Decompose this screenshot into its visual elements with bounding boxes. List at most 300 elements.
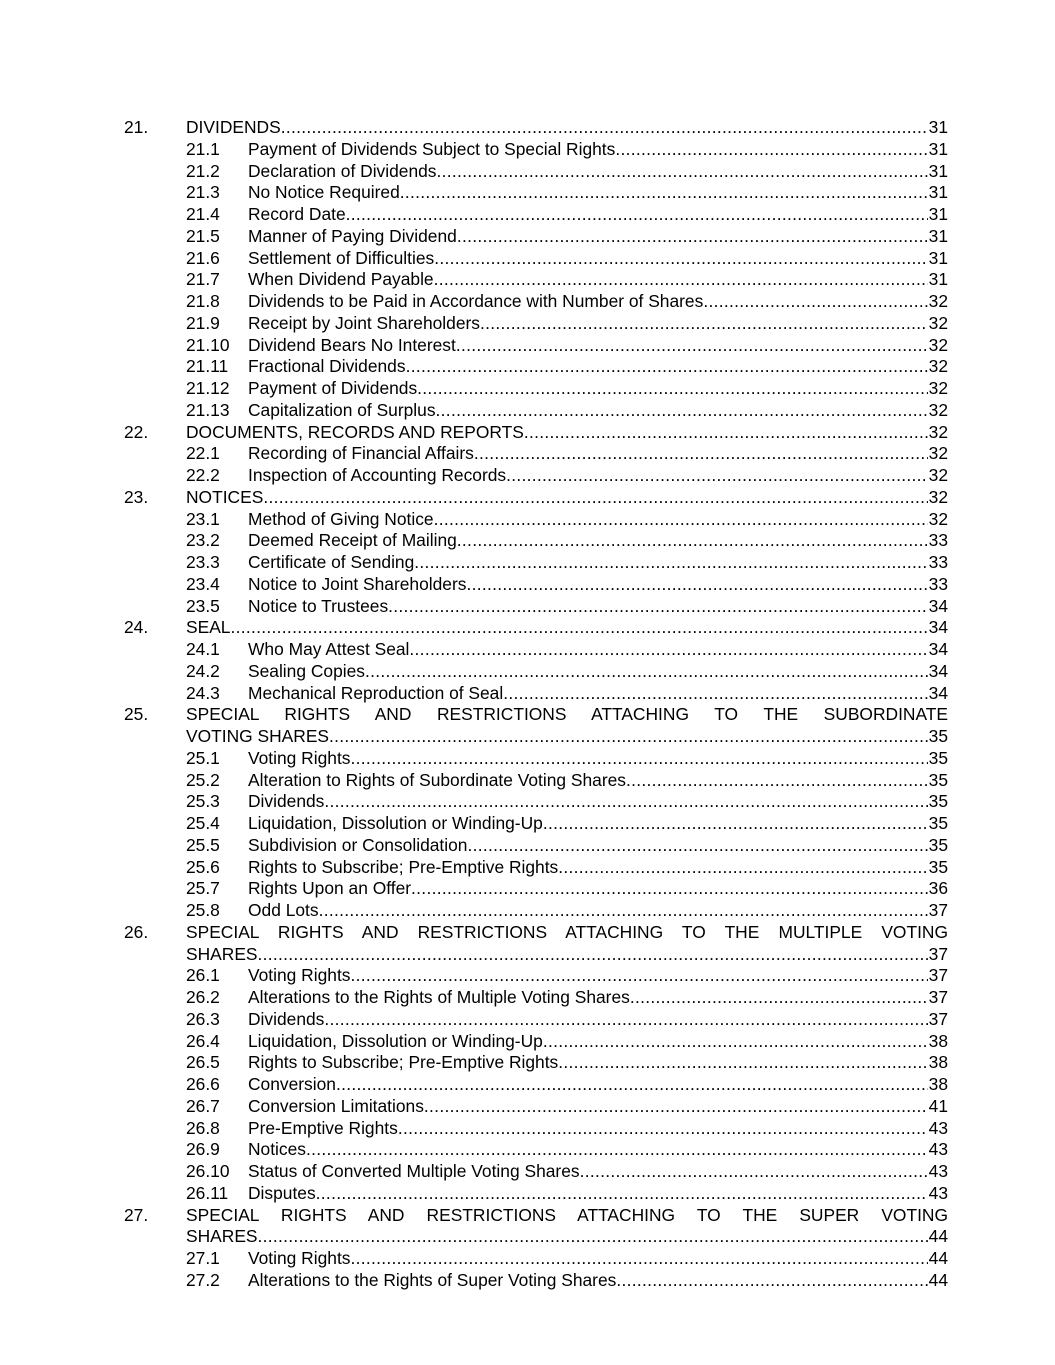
toc-entry-page-number: 37 — [928, 943, 948, 964]
toc-entry-page-number: 32 — [928, 312, 948, 333]
toc-entry-title: Alterations to the Rights of Multiple Voting Shares — [248, 987, 630, 1007]
toc-entry-number: 25.3 — [186, 791, 220, 812]
dot-leader — [316, 1183, 928, 1205]
toc-entry-line — [248, 748, 948, 770]
toc-entry-title: SHARES — [186, 943, 258, 964]
toc-entry-line — [248, 552, 948, 574]
toc-entry-title: Dividends — [248, 1008, 325, 1029]
dot-leader — [506, 465, 928, 487]
toc-entry-page-number: 32 — [928, 399, 948, 420]
toc-entry-number: 23. — [124, 486, 149, 507]
toc-entry-line — [248, 1118, 948, 1140]
dot-leader — [558, 1052, 927, 1074]
toc-subsection-entry[interactable] — [124, 791, 948, 813]
toc-entry-number: 22.2 — [186, 465, 220, 485]
toc-entry-line — [248, 291, 948, 313]
dot-leader — [324, 1009, 927, 1031]
toc-subsection-entry[interactable] — [124, 835, 948, 857]
toc-entry-number: 25.4 — [186, 813, 220, 833]
dot-leader — [365, 661, 928, 683]
toc-entry-page-number: 35 — [928, 791, 948, 812]
dot-leader — [346, 204, 928, 226]
toc-entry-page-number: 35 — [928, 747, 948, 768]
toc-entry-line — [248, 1183, 948, 1205]
toc-entry-page-number: 34 — [928, 595, 948, 616]
toc-subsection-entry[interactable] — [124, 1139, 948, 1161]
toc-entry-number: 21.10 — [186, 334, 230, 355]
toc-subsection-entry[interactable] — [124, 161, 948, 183]
dot-leader — [406, 356, 928, 378]
toc-entry-page-number: 35 — [928, 769, 948, 790]
toc-entry-title: Subdivision or Consolidation — [248, 834, 468, 855]
toc-entry-line — [186, 726, 948, 748]
toc-entry-title: Manner of Paying Dividend — [248, 225, 457, 246]
toc-entry-line — [248, 791, 948, 813]
toc-entry-number: 25.6 — [186, 856, 220, 877]
toc-entry-line — [248, 857, 948, 879]
toc-entry-line — [248, 1248, 948, 1270]
toc-subsection-entry[interactable] — [124, 857, 948, 879]
toc-entry-number: 26.11 — [186, 1182, 229, 1203]
toc-entry-title: Fractional Dividends — [248, 356, 406, 377]
toc-subsection-entry[interactable] — [124, 596, 948, 618]
dot-leader — [398, 1118, 928, 1140]
toc-entry-page-number: 35 — [928, 726, 948, 746]
toc-entry-number: 21.3 — [186, 182, 220, 203]
toc-entry-number: 21.12 — [186, 378, 230, 398]
toc-entry-line — [248, 1052, 948, 1074]
toc-subsection-entry[interactable] — [124, 269, 948, 291]
dot-leader — [319, 900, 928, 922]
toc-subsection-entry[interactable] — [124, 465, 948, 487]
toc-subsection-entry[interactable] — [124, 1118, 948, 1140]
toc-entry-number: 25.5 — [186, 834, 220, 855]
toc-entry-page-number: 37 — [928, 900, 948, 920]
toc-subsection-entry[interactable] — [124, 509, 948, 531]
toc-entry-title: Method of Giving Notice — [248, 508, 434, 529]
toc-entry-title: VOTING SHARES — [186, 726, 330, 746]
toc-entry-page-number: 31 — [928, 160, 948, 181]
toc-entry-number: 24.3 — [186, 682, 220, 703]
toc-entry-page-number: 31 — [928, 247, 948, 268]
dot-leader — [480, 313, 928, 335]
toc-entry-number: 21. — [124, 117, 149, 137]
toc-subsection-entry[interactable] — [124, 443, 948, 465]
toc-entry-line — [248, 1139, 948, 1161]
toc-entry-line — [248, 400, 948, 422]
toc-entry-page-number: 38 — [928, 1030, 948, 1051]
toc-entry-line — [248, 182, 948, 204]
toc-entry-line — [248, 813, 948, 835]
toc-entry-number: 26.5 — [186, 1052, 220, 1073]
toc-entry-page-number: 33 — [928, 552, 948, 572]
toc-subsection-entry[interactable] — [124, 226, 948, 248]
toc-entry-line — [248, 356, 948, 378]
toc-entry-title: Notice to Trustees — [248, 595, 389, 616]
dot-leader — [434, 269, 928, 291]
toc-entry-number: 22.1 — [186, 443, 220, 464]
toc-entry-title: DOCUMENTS, RECORDS AND REPORTS — [186, 421, 524, 442]
toc-entry-number: 24.2 — [186, 660, 220, 681]
toc-entry-number: 24.1 — [186, 639, 220, 659]
toc-entry-number: 26.4 — [186, 1030, 220, 1051]
toc-subsection-entry[interactable] — [124, 1031, 948, 1053]
toc-subsection-entry[interactable] — [124, 639, 948, 661]
toc-section-entry[interactable] — [124, 422, 948, 444]
toc-subsection-entry[interactable] — [124, 204, 948, 226]
toc-entry-title: Who May Attest Seal — [248, 639, 410, 659]
toc-entry-title: Mechanical Reproduction of Seal — [248, 682, 504, 703]
toc-subsection-entry[interactable] — [124, 1052, 948, 1074]
toc-subsection-entry[interactable] — [124, 1009, 948, 1031]
toc-entry-page-number: 32 — [928, 291, 948, 311]
toc-entry-number: 21.4 — [186, 204, 220, 224]
toc-subsection-entry[interactable] — [124, 291, 948, 313]
toc-entry-line — [248, 1096, 948, 1118]
toc-entry-page-number: 32 — [928, 421, 948, 442]
toc-entry-title: Notice to Joint Shareholders — [248, 573, 467, 594]
toc-entry-title: Receipt by Joint Shareholders — [248, 312, 481, 333]
toc-entry-title: Declaration of Dividends — [248, 160, 437, 181]
toc-entry-title: Payment of Dividends Subject to Special Rights — [248, 138, 616, 159]
toc-entry-number: 25.8 — [186, 900, 220, 920]
toc-entry-title: Alteration to Rights of Subordinate Voting Shares — [248, 769, 626, 790]
toc-entry-number: 22. — [124, 421, 149, 442]
dot-leader — [474, 443, 928, 465]
toc-entry-title: Rights Upon an Offer — [248, 878, 412, 899]
toc-entry-title: Deemed Receipt of Mailing — [248, 530, 457, 551]
dot-leader — [350, 748, 927, 770]
toc-entry-page-number: 34 — [928, 617, 948, 638]
toc-subsection-entry[interactable] — [124, 1270, 948, 1292]
toc-entry-number: 26.1 — [186, 965, 220, 986]
toc-entry-page-number: 41 — [928, 1095, 948, 1116]
toc-entry-number: 21.8 — [186, 291, 220, 311]
toc-entry-page-number: 34 — [928, 660, 948, 681]
toc-entry-title: Voting Rights — [248, 747, 351, 768]
dot-leader — [503, 683, 927, 705]
toc-subsection-entry[interactable] — [124, 1248, 948, 1270]
dot-leader — [417, 378, 927, 400]
toc-entry-number: 23.2 — [186, 530, 220, 551]
toc-entry-title: SHARES — [186, 1226, 258, 1247]
toc-subsection-entry[interactable] — [124, 552, 948, 574]
toc-entry-page-number: 31 — [928, 182, 948, 203]
toc-subsection-entry[interactable] — [124, 900, 948, 922]
toc-entry-line — [248, 1161, 948, 1183]
dot-leader — [626, 770, 928, 792]
toc-entry-title: When Dividend Payable — [248, 269, 434, 290]
toc-entry-title: Recording of Financial Affairs — [248, 443, 474, 464]
toc-subsection-entry[interactable] — [124, 878, 948, 900]
dot-leader — [434, 509, 928, 531]
toc-entry-line — [248, 139, 948, 161]
toc-entry-number: 21.5 — [186, 225, 220, 246]
toc-entry-number: 21.7 — [186, 269, 220, 290]
toc-entry-title: Payment of Dividends — [248, 378, 418, 398]
dot-leader — [230, 617, 927, 639]
dot-leader — [306, 1139, 928, 1161]
dot-leader — [409, 639, 927, 661]
dot-leader — [388, 596, 928, 618]
toc-subsection-entry[interactable] — [124, 770, 948, 792]
toc-entry-page-number: 38 — [928, 1074, 948, 1094]
toc-subsection-entry[interactable] — [124, 182, 948, 204]
toc-entry-number: 21.2 — [186, 160, 220, 181]
toc-entry-page-number: 34 — [928, 639, 948, 659]
toc-entry-page-number: 33 — [928, 530, 948, 551]
toc-subsection-entry[interactable] — [124, 248, 948, 270]
toc-entry-line — [248, 683, 948, 705]
toc-entry-title: Notices — [248, 1139, 306, 1160]
toc-entry-page-number: 35 — [928, 856, 948, 877]
toc-entry-line — [186, 117, 948, 139]
dot-leader — [258, 944, 928, 966]
toc-entry-line — [248, 443, 948, 465]
dot-leader — [436, 400, 928, 422]
toc-entry-page-number: 44 — [928, 1269, 948, 1290]
toc-subsection-entry[interactable] — [124, 813, 948, 835]
dot-leader — [263, 487, 927, 509]
dot-leader — [524, 422, 928, 444]
toc-entry-page-number: 37 — [928, 1008, 948, 1029]
toc-entry-number: 25.7 — [186, 878, 220, 899]
toc-entry-page-number: 32 — [928, 378, 948, 398]
dot-leader — [350, 1248, 927, 1270]
dot-leader — [558, 857, 927, 879]
toc-entry-title: Dividends — [248, 791, 325, 812]
toc-subsection-entry[interactable] — [124, 400, 948, 422]
toc-entry-number: 26.2 — [186, 987, 220, 1007]
toc-entry-line — [248, 248, 948, 270]
toc-section-entry[interactable] — [124, 617, 948, 639]
toc-subsection-entry[interactable] — [124, 661, 948, 683]
dot-leader — [457, 530, 928, 552]
toc-entry-line — [248, 1270, 948, 1292]
toc-entry-page-number: 37 — [928, 987, 948, 1007]
toc-entry-page-number: 43 — [928, 1139, 948, 1160]
toc-entry-number: 21.1 — [186, 138, 220, 159]
toc-entry-title: SEAL — [186, 617, 231, 638]
toc-entry-title: Record Date — [248, 204, 346, 224]
toc-entry-page-number: 33 — [928, 573, 948, 594]
toc-entry-title: Capitalization of Surplus — [248, 399, 436, 420]
toc-entry-line — [248, 1031, 948, 1053]
toc-entry-page-number: 32 — [928, 465, 948, 485]
toc-entry-page-number: 44 — [928, 1226, 948, 1247]
toc-entry-line — [248, 465, 948, 487]
dot-leader — [615, 139, 927, 161]
toc-entry-page-number: 31 — [928, 269, 948, 290]
toc-entry-number: 27.2 — [186, 1269, 220, 1290]
toc-entry-title: Certificate of Sending — [248, 552, 415, 572]
toc-entry-page-number: 38 — [928, 1052, 948, 1073]
toc-subsection-entry[interactable] — [124, 1096, 948, 1118]
toc-entry-title: Voting Rights — [248, 1248, 351, 1268]
toc-entry-page-number: 34 — [928, 682, 948, 703]
dot-leader — [543, 1031, 928, 1053]
toc-entry-number: 26.10 — [186, 1161, 230, 1181]
toc-entry-page-number: 35 — [928, 834, 948, 855]
toc-entry-title: Liquidation, Dissolution or Winding-Up — [248, 1030, 543, 1051]
toc-entry-line — [248, 596, 948, 618]
dot-leader — [630, 987, 928, 1009]
toc-entry-page-number: 32 — [928, 443, 948, 464]
toc-entry-page-number: 44 — [928, 1248, 948, 1268]
toc-entry-number: 25. — [124, 704, 149, 725]
toc-entry-title: Inspection of Accounting Records — [248, 465, 507, 485]
dot-leader — [467, 835, 927, 857]
toc-entry-page-number: 32 — [928, 334, 948, 355]
toc-section-entry[interactable] — [124, 487, 948, 509]
toc-entry-line — [248, 965, 948, 987]
toc-entry-line — [248, 661, 948, 683]
dot-leader — [414, 552, 927, 574]
toc-entry-number: 27. — [124, 1204, 149, 1225]
toc-entry-page-number: 43 — [928, 1182, 948, 1203]
toc-entry-line — [248, 987, 948, 1009]
dot-leader — [350, 965, 927, 987]
dot-leader — [400, 182, 928, 204]
toc-entry-title: Settlement of Difficulties — [248, 247, 435, 268]
toc-entry-page-number: 31 — [928, 138, 948, 159]
toc-entry-line — [186, 617, 948, 639]
toc-entry-number: 25.1 — [186, 747, 220, 768]
dot-leader — [580, 1161, 928, 1183]
toc-subsection-entry[interactable] — [124, 683, 948, 705]
dot-leader — [466, 574, 927, 596]
toc-entry-number: 26.8 — [186, 1117, 220, 1138]
toc-entry-title: Disputes — [248, 1182, 316, 1203]
dot-leader — [437, 161, 928, 183]
toc-entry-line — [186, 1226, 948, 1248]
toc-entry-title: Pre-Emptive Rights — [248, 1117, 398, 1138]
dot-leader — [324, 791, 927, 813]
toc-entry-number: 21.13 — [186, 399, 230, 420]
dot-leader — [456, 335, 928, 357]
toc-subsection-entry[interactable] — [124, 335, 948, 357]
toc-entry-page-number: 31 — [928, 204, 948, 224]
toc-entry-page-number: 43 — [928, 1117, 948, 1138]
toc-entry-line — [186, 944, 948, 966]
toc-entry-title: Rights to Subscribe; Pre-Emptive Rights — [248, 856, 559, 877]
toc-entry-title-first-line: SPECIAL RIGHTS AND RESTRICTIONS ATTACHING TO THE MULTIPLE VOTING — [186, 921, 948, 942]
toc-section-entry[interactable] — [124, 117, 948, 139]
toc-entry-page-number: 32 — [928, 356, 948, 377]
toc-entry-line — [248, 335, 948, 357]
dot-leader — [411, 878, 928, 900]
toc-entry-page-number: 37 — [928, 965, 948, 986]
toc-entry-title: DIVIDENDS — [186, 117, 281, 137]
toc-subsection-entry[interactable] — [124, 530, 948, 552]
toc-entry-line — [248, 900, 948, 922]
toc-entry-line — [248, 509, 948, 531]
toc-entry-line — [186, 422, 948, 444]
toc-subsection-entry[interactable] — [124, 748, 948, 770]
toc-entry-number: 23.4 — [186, 573, 220, 594]
toc-entry-number: 25.2 — [186, 769, 220, 790]
toc-entry-title: Alterations to the Rights of Super Voting Shares — [248, 1269, 617, 1290]
toc-entry-page-number: 32 — [928, 508, 948, 529]
dot-leader — [434, 248, 927, 270]
toc-entry-line — [248, 1009, 948, 1031]
toc-entry-title: No Notice Required — [248, 182, 400, 203]
toc-entry-number: 21.11 — [186, 356, 229, 377]
toc-entry-title: Dividends to be Paid in Accordance with Number of Shares — [248, 291, 704, 311]
toc-entry-title: Liquidation, Dissolution or Winding-Up — [248, 813, 543, 833]
toc-subsection-entry[interactable] — [124, 987, 948, 1009]
toc-entry-line — [248, 574, 948, 596]
toc-entry-line — [248, 313, 948, 335]
dot-leader — [336, 1074, 928, 1096]
toc-entry-line — [248, 835, 948, 857]
toc-entry-line — [248, 378, 948, 400]
dot-leader — [258, 1226, 928, 1248]
toc-entry-number: 26.7 — [186, 1095, 220, 1116]
dot-leader — [457, 226, 928, 248]
toc-entry-page-number: 36 — [928, 878, 948, 899]
toc-entry-number: 26.9 — [186, 1139, 220, 1160]
toc-subsection-entry[interactable] — [124, 139, 948, 161]
toc-section-entry[interactable] — [124, 1205, 948, 1249]
toc-subsection-entry[interactable] — [124, 313, 948, 335]
toc-entry-title: Conversion — [248, 1074, 336, 1094]
toc-subsection-entry[interactable] — [124, 1161, 948, 1183]
toc-entry-number: 26.3 — [186, 1008, 220, 1029]
toc-entry-number: 21.6 — [186, 247, 220, 268]
dot-leader — [329, 726, 928, 748]
toc-entry-title: Odd Lots — [248, 900, 319, 920]
toc-entry-title: NOTICES — [186, 486, 264, 507]
toc-entry-title-first-line: SPECIAL RIGHTS AND RESTRICTIONS ATTACHING TO THE SUPER VOTING — [186, 1204, 948, 1225]
toc-entry-title: Sealing Copies — [248, 660, 365, 681]
dot-leader — [703, 291, 927, 313]
table-of-contents — [124, 117, 948, 1292]
toc-entry-number: 23.3 — [186, 552, 220, 572]
toc-subsection-entry[interactable] — [124, 1183, 948, 1205]
toc-subsection-entry[interactable] — [124, 1074, 948, 1096]
dot-leader — [281, 117, 928, 139]
toc-entry-number: 26. — [124, 921, 149, 942]
toc-entry-line — [248, 770, 948, 792]
toc-entry-page-number: 31 — [928, 117, 948, 137]
toc-entry-page-number: 32 — [928, 486, 948, 507]
toc-section-entry[interactable] — [124, 704, 948, 748]
toc-subsection-entry[interactable] — [124, 378, 948, 400]
toc-entry-number: 23.5 — [186, 595, 220, 616]
toc-section-entry[interactable] — [124, 922, 948, 966]
toc-entry-title-first-line: SPECIAL RIGHTS AND RESTRICTIONS ATTACHING TO THE SUBORDINATE — [186, 704, 948, 725]
toc-entry-title: Conversion Limitations — [248, 1095, 424, 1116]
toc-subsection-entry[interactable] — [124, 965, 948, 987]
toc-entry-line — [248, 161, 948, 183]
toc-entry-title: Dividend Bears No Interest — [248, 334, 456, 355]
toc-entry-number: 27.1 — [186, 1248, 220, 1268]
toc-subsection-entry[interactable] — [124, 574, 948, 596]
dot-leader — [543, 813, 928, 835]
dot-leader — [616, 1270, 927, 1292]
toc-entry-number: 24. — [124, 617, 149, 638]
toc-entry-line — [248, 530, 948, 552]
toc-entry-page-number: 35 — [928, 813, 948, 833]
toc-entry-line — [248, 1074, 948, 1096]
toc-entry-number: 21.9 — [186, 312, 220, 333]
dot-leader — [424, 1096, 928, 1118]
toc-entry-line — [248, 204, 948, 226]
toc-entry-line — [186, 487, 948, 509]
toc-subsection-entry[interactable] — [124, 356, 948, 378]
toc-entry-title: Voting Rights — [248, 965, 351, 986]
